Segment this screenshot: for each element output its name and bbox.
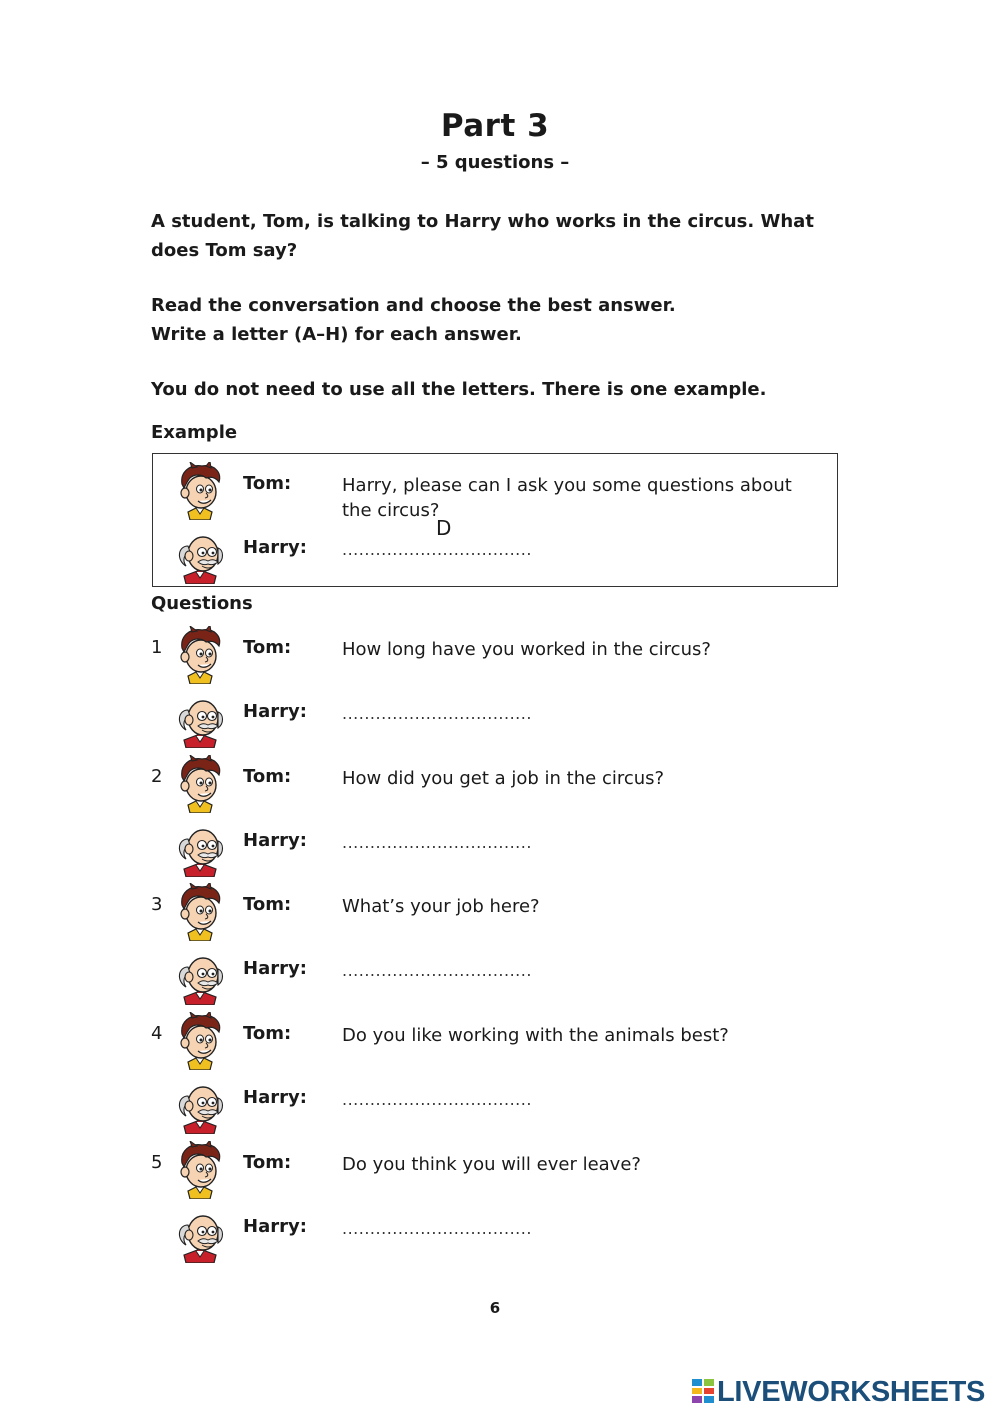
tom-face-icon [172,755,228,813]
speaker-label: Harry: [243,1216,307,1237]
speaker-label: Harry: [243,958,307,979]
speaker-label: Harry: [243,537,307,558]
questions-label: Questions [151,593,253,614]
speaker-label: Tom: [243,766,292,787]
page-title: Part 3 [440,108,550,144]
instructions-intro: A student, Tom, is talking to Harry who works in the circus. What does Tom say? [151,211,814,261]
question-tom-row [0,1010,1000,1072]
speaker-label: Tom: [243,1152,292,1173]
speaker-label: Tom: [243,473,292,494]
tom-line: Do you like working with the animals best? [342,1025,729,1046]
example-answer: D [436,516,452,540]
brand-name: LIVEWORKSHEETS [717,1376,986,1408]
tom-line: Do you think you will ever leave? [342,1154,641,1175]
question-harry-row [0,817,1000,879]
question-number: 5 [151,1152,163,1173]
answer-field: .................................. [342,540,532,559]
harry-face-icon [172,690,228,748]
question-number: 1 [151,637,163,658]
answer-field[interactable]: .................................. [342,704,532,723]
page-subtitle: – 5 questions – [420,152,570,173]
harry-face-icon [172,1076,228,1134]
question-tom-row [0,753,1000,815]
liveworksheets-logo-icon [692,1379,714,1403]
question-harry-row [0,688,1000,750]
speaker-label: Harry: [243,1087,307,1108]
question-harry-row [0,945,1000,1007]
tom-face-icon [172,1012,228,1070]
question-harry-row [0,1074,1000,1136]
speaker-label: Tom: [243,1023,292,1044]
tom-line: Harry, please can I ask you some questions about the circus? [342,475,792,521]
tom-face-icon [172,1141,228,1199]
tom-face-icon [172,883,228,941]
answer-field[interactable]: .................................. [342,1090,532,1109]
instructions-read: Read the conversation and choose the best answer. [151,295,676,316]
answer-field[interactable]: .................................. [342,833,532,852]
question-tom-row [0,1139,1000,1201]
harry-face-icon [172,1205,228,1263]
answer-field[interactable]: .................................. [342,961,532,980]
question-harry-row [0,1203,1000,1265]
page-number: 6 [489,1299,501,1317]
question-number: 3 [151,894,163,915]
instructions-note: You do not need to use all the letters. There is one example. [151,379,767,400]
question-tom-row [0,881,1000,943]
speaker-label: Tom: [243,894,292,915]
example-label: Example [151,422,238,443]
question-number: 2 [151,766,163,787]
tom-face-icon [172,626,228,684]
tom-face-icon [172,462,228,520]
speaker-label: Tom: [243,637,292,658]
harry-face-icon [172,947,228,1005]
speaker-label: Harry: [243,701,307,722]
instructions-write: Write a letter (A–H) for each answer. [151,324,522,345]
tom-line: How did you get a job in the circus? [342,768,665,789]
speaker-label: Harry: [243,830,307,851]
example-tom-row [0,460,1000,522]
example-harry-row [0,516,1000,586]
question-tom-row [0,624,1000,686]
tom-line: How long have you worked in the circus? [342,639,711,660]
tom-line: What’s your job here? [342,896,540,917]
harry-face-icon [172,819,228,877]
question-number: 4 [151,1023,163,1044]
harry-face-icon [172,526,228,584]
answer-field[interactable]: .................................. [342,1219,532,1238]
